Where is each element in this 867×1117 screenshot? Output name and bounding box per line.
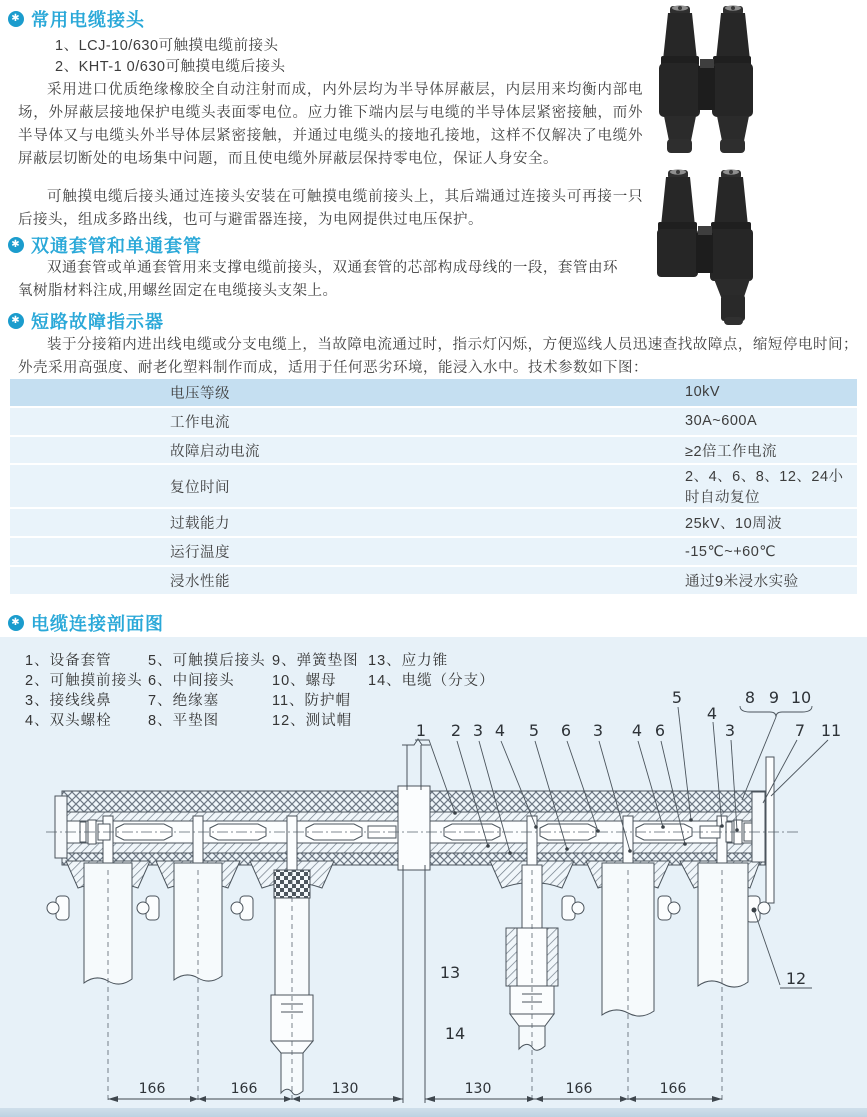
section-heading-common-connectors: [8, 6, 145, 32]
spec-table: [10, 379, 857, 594]
diagram-panel: [0, 637, 867, 1108]
dimension-value: 166: [659, 1081, 687, 1097]
part-label-14: 14: [444, 1024, 466, 1043]
section-bullet-icon: ✱: [8, 615, 24, 631]
spec-value: ≥2倍工作电流: [685, 443, 778, 460]
hanger-ear: [47, 896, 770, 922]
spec-value: 25kV、10周波: [685, 516, 783, 533]
section-heading-bushings: [8, 232, 202, 258]
table-row: [10, 408, 857, 437]
callout-label: 9: [768, 688, 780, 707]
cable-body: [84, 863, 748, 1016]
callout-label: 3: [724, 721, 736, 740]
table-row: [10, 465, 857, 509]
section-heading-fault-indicator: [8, 308, 164, 334]
callout-label: 1: [415, 721, 427, 740]
section-bullet-icon: ✱: [8, 237, 24, 253]
callout-label: 11: [820, 721, 842, 740]
spec-label: 电压等级: [170, 385, 230, 402]
table-row: [10, 538, 857, 567]
list-item: 2、KHT-1 0/630可触摸电缆后接头: [55, 59, 286, 75]
page-bottom-band: [0, 1108, 867, 1117]
legend-item: 7、绝缘塞: [148, 693, 220, 709]
spec-value: 通过9米浸水实验: [685, 574, 799, 591]
callout-label: 3: [472, 721, 484, 740]
callout-label: 4: [706, 704, 718, 723]
dimension-value: 166: [230, 1081, 258, 1097]
spec-value: 2、4、6、8、12、24小时自动复位: [685, 469, 844, 507]
section-title: 短路故障指示器: [31, 312, 164, 332]
table-row: [10, 437, 857, 466]
double-bushing-connector-photo: [659, 5, 753, 153]
product-photos: [630, 0, 867, 340]
paragraph: 双通套管或单通套管用来支撑电缆前接头，双通套管的芯部构成母线的一段，套管由环氧树脂材料注成,用螺丝固定在电缆接头支架上。: [18, 260, 618, 299]
section-title: 双通套管和单通套管: [31, 236, 202, 256]
legend-item: 4、双头螺栓: [25, 713, 112, 729]
callout-label: 5: [671, 688, 683, 707]
spec-value: 30A~600A: [685, 413, 758, 430]
dimension-value: 166: [138, 1081, 166, 1097]
section-title: 常用电缆接头: [31, 10, 145, 30]
section-title: 电缆连接剖面图: [31, 614, 164, 634]
table-row: [10, 379, 857, 408]
legend-item: 12、测试帽: [272, 713, 353, 729]
legend-item: 1、设备套管: [25, 653, 112, 669]
legend-item: 6、中间接头: [148, 673, 235, 689]
legend-item: 5、可触摸后接头: [148, 653, 266, 669]
paragraph: 可触摸电缆后接头通过连接头安装在可触摸电缆前接头上，其后端通过连接头可再接一只后接头，组成多路出线，也可与避雷器连接，为电网提供过电压保护。: [18, 189, 643, 228]
table-row: [10, 509, 857, 538]
callout-label: 5: [528, 721, 540, 740]
dimension-labels: [139, 1081, 687, 1097]
connector-type-list: [55, 36, 285, 78]
legend-item: 2、可触摸前接头: [25, 673, 143, 689]
section-bullet-icon: ✱: [8, 313, 24, 329]
dimension-value: 166: [565, 1081, 593, 1097]
callout-label: 3: [592, 721, 604, 740]
callout-label: 2: [450, 721, 462, 740]
dimension-value: 130: [464, 1081, 492, 1097]
dimension-value: 130: [331, 1081, 359, 1097]
spec-label: 工作电流: [170, 414, 230, 431]
spec-value: 10kV: [685, 384, 721, 401]
callout-label: 6: [654, 721, 666, 740]
legend-item: 9、弹簧垫图: [272, 653, 359, 669]
legend-item: 11、防护帽: [272, 693, 352, 709]
callout-label: 4: [631, 721, 643, 740]
section-heading-cross-section: [8, 610, 164, 636]
part-label-13: 13: [439, 963, 461, 982]
legend-item: 14、电缆（分支）: [368, 673, 495, 689]
legend-item: 13、应力锥: [368, 653, 449, 669]
paragraph: 装于分接箱内进出线电缆或分支电缆上，当故障电流通过时，指示灯闪烁，方便巡线人员迅速查找故障点，缩短停电时间；外壳采用高强度、耐老化塑料制作而成，适用于任何恶劣环境，能浸入水中。技术参数如下图：: [18, 337, 858, 376]
single-bushing-connector-photo: [657, 169, 753, 325]
list-item: 1、LCJ-10/630可触摸电缆前接头: [55, 38, 279, 54]
callout-label: 8: [744, 688, 756, 707]
part-label-12: 12: [785, 969, 807, 988]
table-row: [10, 567, 857, 594]
callout-label: 4: [494, 721, 506, 740]
dimension-arrows: [108, 1096, 722, 1102]
legend-item: 8、平垫图: [148, 713, 220, 729]
legend-item: 3、接线线鼻: [25, 693, 112, 709]
cable-cross-section-drawing: [0, 637, 867, 1108]
spec-label: 运行温度: [170, 545, 230, 562]
paragraph: 采用进口优质绝缘橡胶全自动注射而成，内外层均为半导体屏蔽层，内层用来均衡内部电场，外屏蔽层接地保护电缆头表面零电位。应力锥下端内层与电缆的半导体层紧密接触，而外半导体又与电缆头外半导体层紧密接触，并通过电缆头的接地孔接地，这样不仅解决了电缆外屏蔽层切断处的电场集中问题，而且使电缆外屏蔽层保持零电位，保证人身安全。: [18, 82, 643, 167]
legend-item: 10、螺母: [272, 673, 337, 689]
spec-label: 浸水性能: [170, 574, 230, 591]
callout-label: 7: [794, 721, 806, 740]
spec-value: -15℃~+60℃: [685, 543, 777, 560]
spec-label: 过载能力: [170, 516, 230, 533]
spec-label: 复位时间: [170, 479, 230, 496]
callout-label: 6: [560, 721, 572, 740]
spec-label: 故障启动电流: [170, 443, 260, 460]
section-bullet-icon: ✱: [8, 11, 24, 27]
callout-label: 10: [790, 688, 812, 707]
